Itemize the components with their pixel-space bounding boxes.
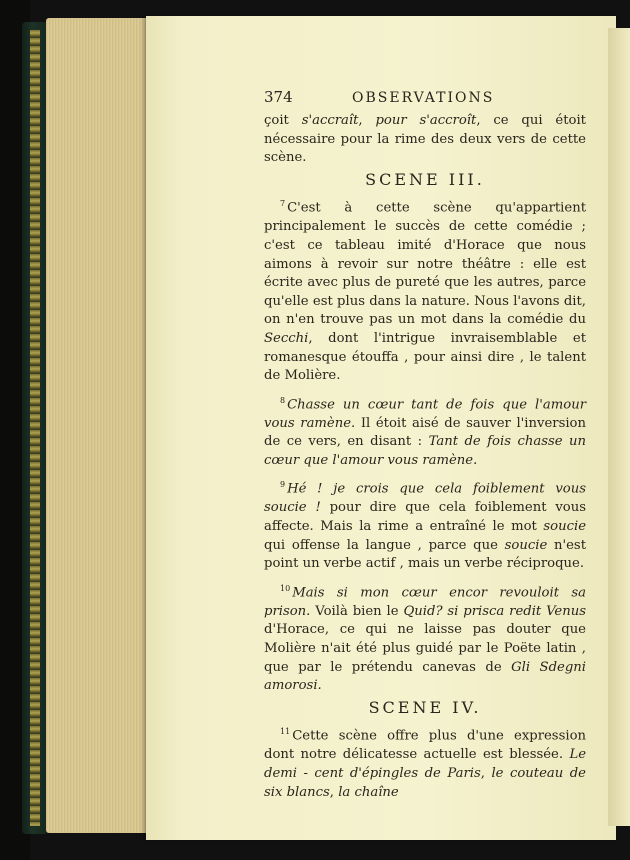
running-head: OBSERVATIONS — [352, 90, 495, 106]
scene-iv-heading: SCENE IV. — [368, 697, 482, 717]
page-header — [264, 88, 586, 110]
continuation-paragraph: çoit s'accraît, pour s'accroît, ce qui étoit nécessaire pour la rime des deux vers de cette scène. — [264, 113, 586, 166]
note-11: $^{11}$ Cette scène offre plus d'une expression dont notre délicatesse actuelle est blessée. Le demi - cent d'épingles de Paris, le couteau de six blancs, la chaîne — [264, 727, 586, 800]
note-10: $^{10}$ Mais si mon cœur encor revouloit sa prison. Voilà bien le Quid? si prisca redit Venus d'Horace, ce qui ne laisse pas douter que Molière n'ait été plus guidé par le Poëte latin , que par le prétendu canevas de Gli Sdegni amorosi. — [264, 583, 586, 694]
spine-gilt-decoration — [30, 30, 40, 826]
note-9: $^9$ Hé ! je crois que cela foiblement vous soucie ! pour dire que cela foiblement vous affecte. Mais la rime a entraîné le mot soucie qui offense la langue , parce que soucie n'est point un verbe actif , mais un verbe réciproque. — [264, 480, 586, 572]
note-7: $^7$ C'est à cette scène qu'appartient principalement le succès de cette comédie ; c'est ce tableau imité d'Horace que nous aimons à revoir sur notre théâtre : elle est écrite avec plus de pureté que les autres, parce qu'elle est plus dans la nature. Nous l'avons dit, on n'en trouve pas un mot dans la comédie du Secchi, dont l'intrigue invraisemblable et romanesque étouffa , pour ainsi dire , le talent de Molière. — [264, 199, 586, 384]
note-8: $^8$ Chasse un cœur tant de fois que l'amour vous ramène. Il étoit aisé de sauver l'inversion de ce vers, en disant : Tant de fois chasse un cœur que l'amour vous ramène. — [264, 395, 586, 468]
page-text — [264, 88, 586, 802]
scene-iii-heading: SCENE III. — [365, 169, 485, 189]
facing-page-edge — [608, 28, 630, 826]
page-number: 374 — [264, 88, 293, 106]
page-edges — [46, 18, 150, 833]
